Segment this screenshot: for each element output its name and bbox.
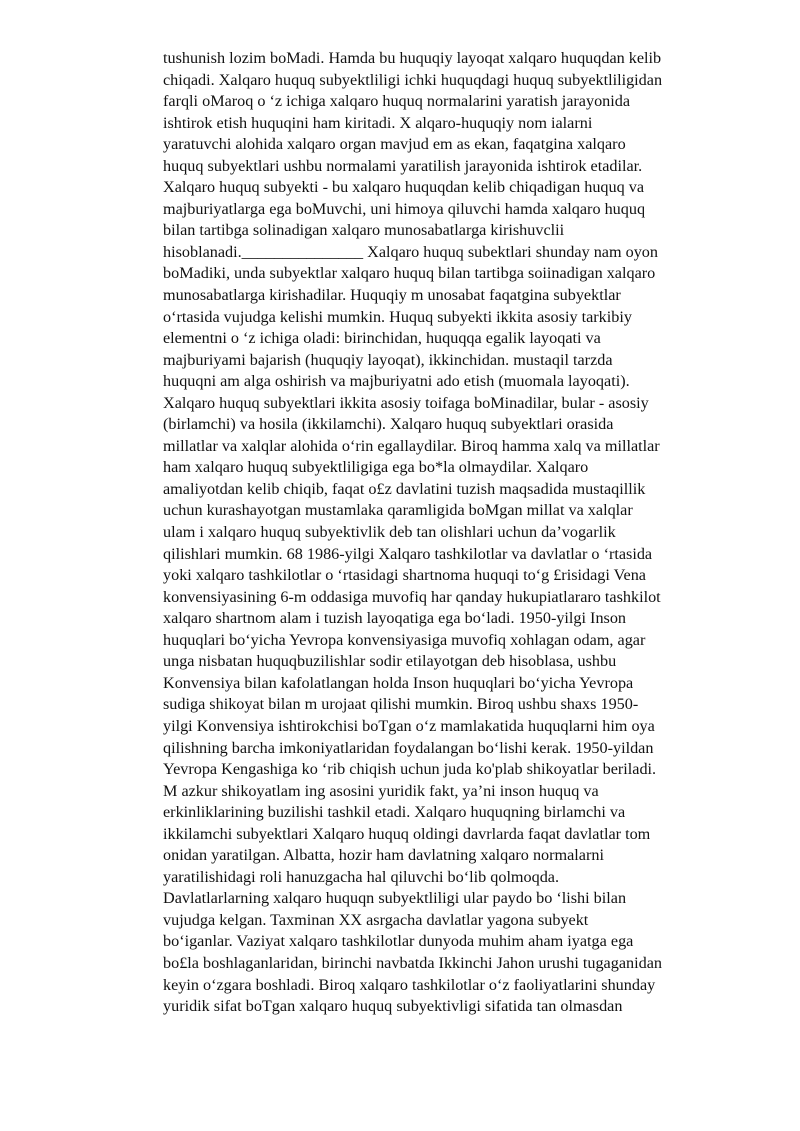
text-line: majburiyami bajarish (huquqiy layoqat), ikkinchidan. mustaqil tarzda bbox=[163, 350, 613, 369]
text-line: bo£la boshlaganlaridan, birinchi navbatda Ikkinchi Jahon urushi tugaganidan bbox=[163, 953, 662, 972]
text-line: uchun kurashayotgan mustamlaka qaramligida boMgan millat va xalqlar bbox=[163, 501, 633, 520]
body-text bbox=[163, 48, 763, 1018]
text-line: elementni o ‘z ichiga oladi: birinchidan, huquqqa egalik layoqati va bbox=[163, 329, 601, 348]
text-line: sudiga shikoyat bilan m urojaat qilishi mumkin. Biroq ushbu shaxs 1950- bbox=[163, 695, 639, 714]
text-line: yaratuvchi alohida xalqaro organ mavjud em as ekan, faqatgina xalqaro bbox=[163, 135, 626, 154]
text-line: (birlamchi) va hosila (ikkilamchi). Xalqaro huquq subyektlari orasida bbox=[163, 415, 614, 434]
text-line: xalqaro shartnom alam i tuzish layoqatiga ega bo‘ladi. 1950-yilgi Inson bbox=[163, 609, 627, 628]
text-line: qilishning barcha imkoniyatlaridan foydalangan bo‘lishi kerak. 1950-yildan bbox=[163, 738, 654, 757]
text-line: munosabatlarga kirishadilar. Huquqiy m unosabat faqatgina subyektlar bbox=[163, 286, 621, 305]
text-line: Konvensiya bilan kafolatlangan holda Inson huquqlari bo‘yicha Yevropa bbox=[163, 673, 634, 692]
text-line: tushunish lozim boMadi. Hamda bu huquqiy layoqat xalqaro huquqdan kelib bbox=[163, 49, 662, 67]
text-line: erkinliklarining buzilishi tashkil etadi. Xalqaro huquqning birlamchi va bbox=[163, 803, 626, 822]
text-line: o‘rtasida vujudga kelishi mumkin. Huquq subyekti ikkita asosiy tarkibiy bbox=[163, 307, 632, 326]
text-line: ikkilamchi subyektlari Xalqaro huquq oldingi davrlarda faqat davlatlar tom bbox=[163, 824, 651, 843]
text-line: yilgi Konvensiya ishtirokchisi boTgan o‘z mamlakatida huquqlarni him oya bbox=[163, 716, 655, 735]
text-line: huquq subyektlari ushbu normalami yaratilish jarayonida ishtirok etadilar. bbox=[163, 156, 643, 175]
text-line: chiqadi. Xalqaro huquq subyektliligi ichki huquqdagi huquq subyektliligidan bbox=[163, 70, 663, 89]
text-line: farqli oMaroq o ‘z ichiga xalqaro huquq normalarini yaratish jarayonida bbox=[163, 92, 631, 111]
text-line: qilishlari mumkin. 68 1986-yilgi Xalqaro tashkilotlar va davlatlar o ‘rtasida bbox=[163, 544, 653, 563]
text-line: Davlatlarlarning xalqaro huquqn subyektliligi ular paydo bo ‘lishi bilan bbox=[163, 889, 627, 908]
text-line: millatlar va xalqlar alohida o‘rin egallaydilar. Biroq hamma xalq va millatlar bbox=[163, 436, 660, 455]
text-line: boMadiki, unda subyektlar xalqaro huquq bilan tartibga soiinadigan xalqaro bbox=[163, 264, 656, 283]
text-line: hisoblanadi._______________ Xalqaro huquq subektlari shunday nam oyon bbox=[163, 242, 658, 261]
text-line: vujudga kelgan. Taxminan XX asrgacha davlatlar yagona subyekt bbox=[163, 910, 589, 929]
text-line: M azkur shikoyatlam ing asosini yuridik fakt, ya’ni inson huquq va bbox=[163, 781, 599, 800]
text-line: bo‘iganlar. Vaziyat xalqaro tashkilotlar dunyoda muhim aham iyatga ega bbox=[163, 932, 634, 951]
text-line: yoki xalqaro tashkilotlar o ‘rtasidagi shartnoma huquqi to‘g £risidagi Vena bbox=[163, 566, 646, 585]
text-line: majburiyatlarga ega boMuvchi, uni himoya qiluvchi hamda xalqaro huquq bbox=[163, 199, 646, 218]
text-line: huquqlari bo‘yicha Yevropa konvensiyasiga muvofiq xohlagan odam, agar bbox=[163, 630, 646, 649]
text-line: ishtirok etish huquqini ham kiritadi. X alqaro-huquqiy nom ialarni bbox=[163, 113, 593, 132]
text-line: unga nisbatan huquqbuzilishlar sodir etilayotgan deb hisoblasa, ushbu bbox=[163, 652, 617, 671]
text-line: Xalqaro huquq subyekti - bu xalqaro huquqdan kelib chiqadigan huquq va bbox=[163, 178, 645, 197]
text-line: bilan tartibga solinadigan xalqaro munosabatlarga kirishuvclii bbox=[163, 221, 565, 240]
text-line: onidan yaratilgan. Albatta, hozir ham davlatning xalqaro normalarni bbox=[163, 846, 604, 865]
text-line: Yevropa Kengashiga ko ‘rib chiqish uchun juda ko'plab shikoyatlar beriladi. bbox=[163, 760, 657, 779]
text-line: yuridik sifat boTgan xalqaro huquq subyektivligi sifatida tan olmasdan bbox=[163, 997, 623, 1016]
text-line: keyin o‘zgara boshladi. Biroq xalqaro tashkilotlar o‘z faoliyatlarini shunday bbox=[163, 975, 656, 994]
text-line: konvensiyasining 6-m oddasiga muvofiq har qanday hukupiatlararo tashkilot bbox=[163, 587, 661, 606]
text-line: ulam i xalqaro huquq subyektivlik deb tan olishlari uchun da’vogarlik bbox=[163, 523, 616, 542]
text-line: amaliyotdan kelib chiqib, faqat o£z davlatini tuzish maqsadida mustaqillik bbox=[163, 479, 646, 498]
text-line: Xalqaro huquq subyektlari ikkita asosiy toifaga boMinadilar, bular - asosiy bbox=[163, 393, 649, 412]
text-line: huquqni am alga oshirish va majburiyatni ado etish (muomala layoqati). bbox=[163, 372, 630, 391]
text-line: ham xalqaro huquq subyektliligiga ega bo*la olmaydilar. Xalqaro bbox=[163, 458, 589, 477]
text-line: yaratilishidagi roli hanuzgacha hal qiluvchi bo‘lib qolmoqda. bbox=[163, 867, 560, 886]
